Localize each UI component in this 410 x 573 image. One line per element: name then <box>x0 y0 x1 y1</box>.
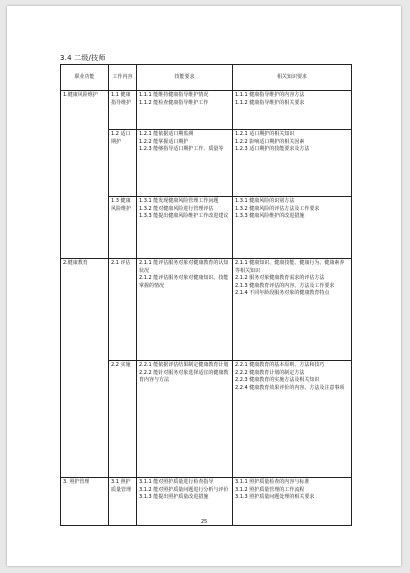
function-cell: 1.健康风险维护 <box>61 91 109 259</box>
skill-line: 3.1.2 能对照护质量问题进行分析与评价 <box>139 486 229 493</box>
skills-cell <box>137 130 233 197</box>
skill-line: 1.3.2 能对健康风险进行管理评估 <box>139 205 214 212</box>
section-heading: 3.4 二级/技师 <box>60 54 106 62</box>
function-cell: 3. 照护管理 <box>61 478 109 526</box>
knowledge-cell <box>233 197 352 259</box>
knowledge-line: 1.3.3 健康风险维护的改进措施 <box>235 213 305 220</box>
header-knowledge: 相关知识要求 <box>233 65 352 91</box>
competency-table <box>60 64 352 526</box>
document-page <box>7 6 401 566</box>
knowledge-line: 1.2.3 适口期护的技能要求及方法 <box>235 146 310 153</box>
skill-line: 2.2.2 能针对服务对象选择适宜的健康教育内容与方法 <box>139 369 229 384</box>
header-function: 职业功能 <box>61 65 109 91</box>
skill-line: 1.1.1 能维持健康指导维护情况 <box>139 92 209 98</box>
knowledge-line: 1.2.2 影响适口期护的相关因素 <box>235 138 305 145</box>
skill-line: 2.1.2 能评估服务对象对健康知识、技能掌握的情况 <box>139 275 229 289</box>
knowledge-line: 2.2.4 健康教育效果评价的内容、方法及注意事项 <box>235 384 345 391</box>
knowledge-cell <box>233 259 352 361</box>
knowledge-line: 2.1.4 不同年龄段服务对象的健康教育特点 <box>235 290 330 297</box>
knowledge-line: 2.2.2 健康教育计划的制定方法 <box>235 369 305 376</box>
content-cell: 2.2 实施 <box>109 361 137 478</box>
content-cell: 1.3 健康风险维护 <box>109 197 137 259</box>
skill-line: 1.2.2 能掌握适口期护 <box>139 138 189 145</box>
table-header-row <box>61 65 352 91</box>
knowledge-line: 2.1.1 健康知识、健康技能、健康行为、健康素养等相关知识 <box>235 260 345 274</box>
knowledge-cell <box>233 91 352 130</box>
skill-line: 2.2.1 能依据评估结果制定健康教育计划 <box>139 362 229 368</box>
skills-cell <box>137 361 233 478</box>
header-content: 工作内容 <box>109 65 137 91</box>
content-cell: 2.1 评估 <box>109 259 137 361</box>
skill-line: 1.3.1 能发现健康风险管理工作问题 <box>139 198 219 204</box>
page-number: 25 <box>200 519 208 525</box>
knowledge-line: 1.1.2 健康指导维护的相关要求 <box>235 99 305 106</box>
skills-cell <box>137 259 233 361</box>
skill-line: 1.2.3 能够指导适口期护工作、质量等 <box>139 146 224 153</box>
skills-cell <box>137 91 233 130</box>
table-row <box>61 259 352 361</box>
knowledge-line: 3.1.1 照护质量检查的内容与标准 <box>235 479 310 485</box>
skill-line: 1.1.2 能检查健康指导维护工作 <box>139 99 209 106</box>
knowledge-line: 1.2.1 适口期护的相关知识 <box>235 131 295 137</box>
knowledge-line: 2.2.3 健康教育的实施方法及相关知识 <box>235 377 320 384</box>
header-skills: 技能要求 <box>137 65 233 91</box>
knowledge-line: 1.3.2 健康风险的评估方法及工作要求 <box>235 205 320 212</box>
table-row <box>61 91 352 130</box>
knowledge-line: 2.1.3 健康教育评估的内容、方法及工作要求 <box>235 282 335 289</box>
knowledge-line: 1.1.1 健康指导维护的内容方法 <box>235 92 305 98</box>
skill-line: 1.2.1 能依据适口期监测 <box>139 131 194 137</box>
skill-line: 3.1.3 能提出照护质量改进措施 <box>139 494 209 501</box>
knowledge-line: 2.2.1 健康教育的基本原则、方法和技巧 <box>235 362 325 368</box>
content-cell: 3.1 照护质量管理 <box>109 478 137 526</box>
knowledge-line: 2.1.2 服务对象健康教育需求的评估方法 <box>235 275 325 282</box>
function-cell: 2.健康教育 <box>61 259 109 478</box>
knowledge-line: 1.3.1 健康风险的识别方法 <box>235 198 295 204</box>
knowledge-cell <box>233 130 352 197</box>
content-cell: 1.2 适口期护 <box>109 130 137 197</box>
skill-line: 2.1.1 能评估服务对象对健康教育的认知状况 <box>139 260 229 274</box>
skill-line: 3.1.1 能对照护质量进行检查指导 <box>139 479 214 485</box>
knowledge-line: 3.1.3 照护质量问题处理的相关要求 <box>235 494 315 501</box>
knowledge-line: 3.1.2 照护质量管理的工作流程 <box>235 486 305 493</box>
skill-line: 1.3.3 能提出健康风险维护工作改进建议 <box>139 213 229 220</box>
skills-cell <box>137 197 233 259</box>
content-cell: 1.1 健康指导维护 <box>109 91 137 130</box>
knowledge-cell <box>233 361 352 478</box>
